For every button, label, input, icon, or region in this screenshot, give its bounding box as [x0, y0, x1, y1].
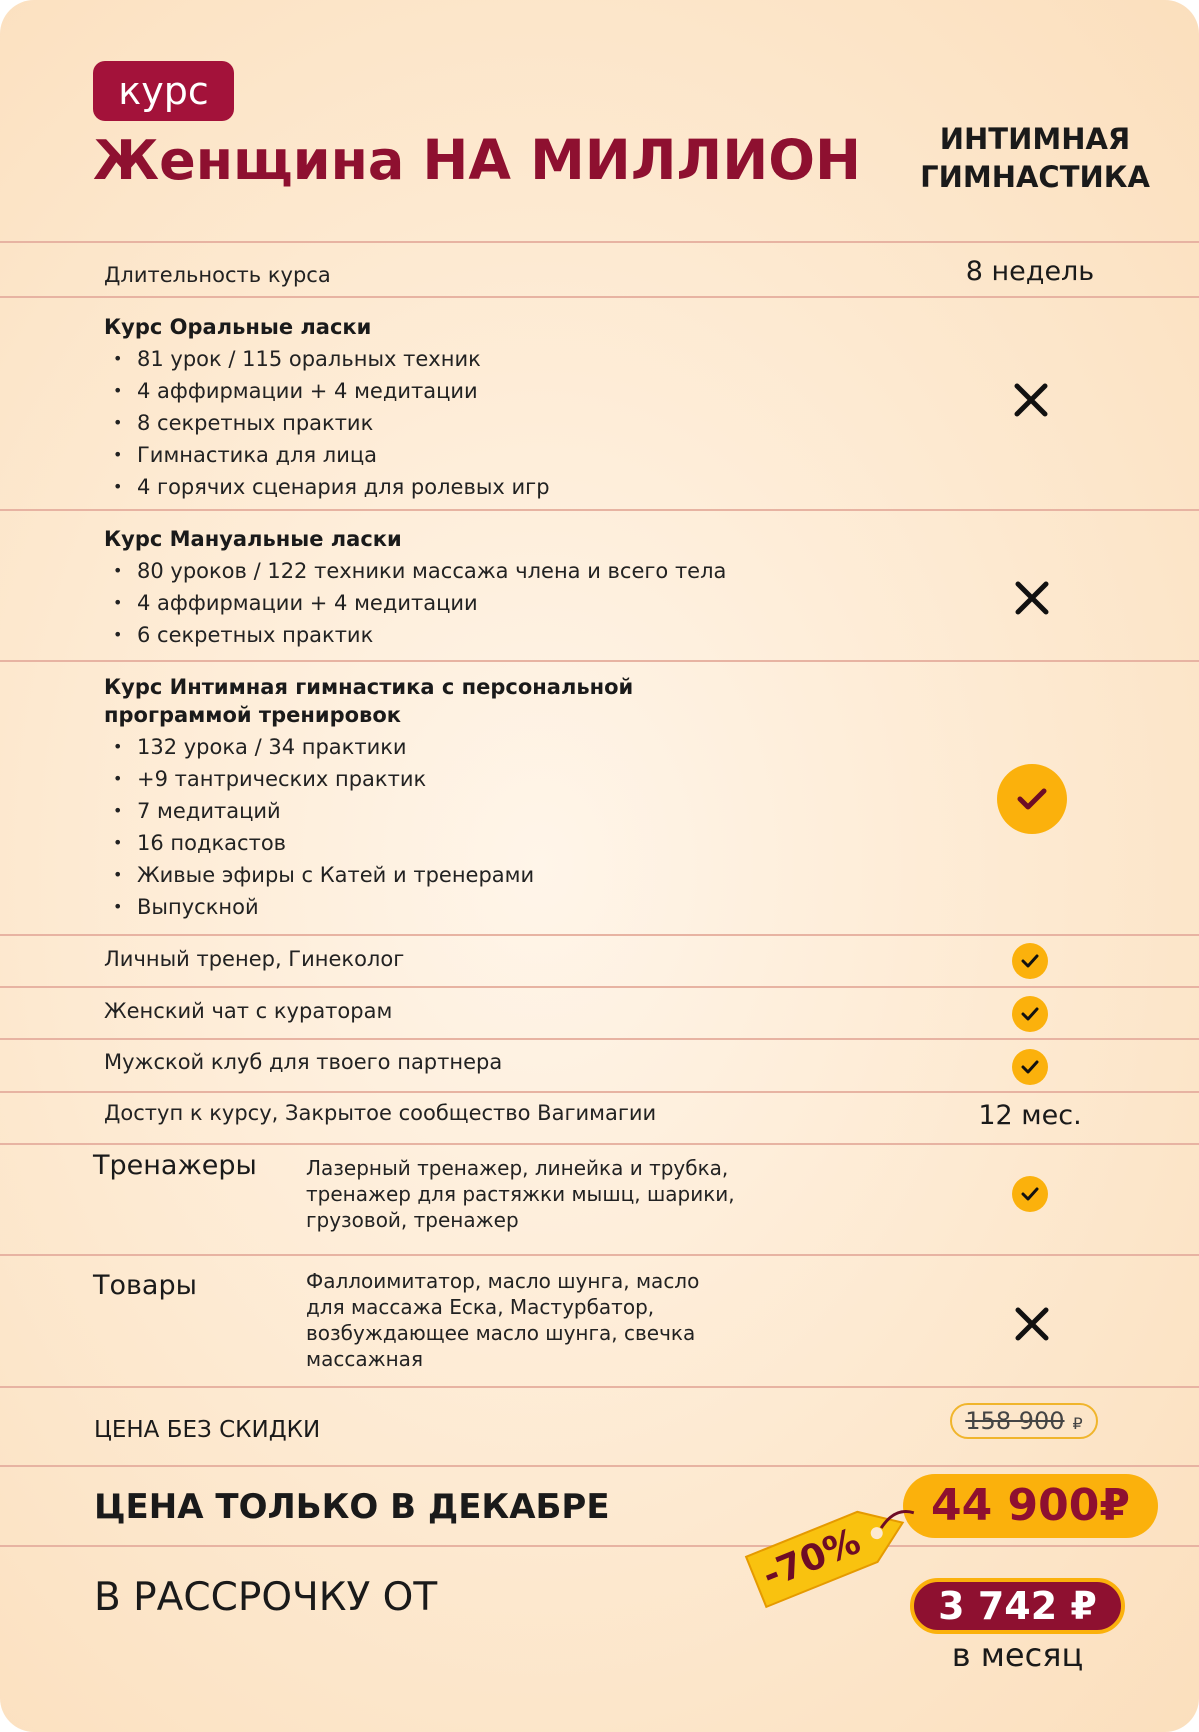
- plan-name-line-1: ИНТИМНАЯ: [939, 122, 1131, 156]
- oral-course-title: Курс Оральные ласки: [104, 315, 372, 339]
- check-icon: [1012, 1049, 1048, 1085]
- divider: [0, 1143, 1199, 1145]
- duration-value: 8 недель: [965, 256, 1095, 287]
- discount-tag: [740, 1485, 930, 1615]
- list-item: • 80 уроков / 122 техники массажа члена и всего тела: [113, 555, 726, 587]
- check-icon: [997, 764, 1067, 834]
- feature-label-chat: Женский чат с кураторам: [104, 999, 393, 1023]
- feature-label-trainer: Личный тренер, Гинеколог: [104, 947, 405, 971]
- divider: [0, 1091, 1199, 1093]
- currency-symbol: ₽: [1072, 1414, 1083, 1433]
- divider: [0, 986, 1199, 988]
- check-icon: [1012, 943, 1048, 979]
- title-part-2: НА МИЛЛИОН: [422, 128, 862, 192]
- list-item: • 4 аффирмации + 4 медитации: [113, 587, 726, 619]
- regular-price: [950, 1403, 1098, 1439]
- feature-label-club: Мужской клуб для твоего партнера: [104, 1050, 503, 1074]
- manual-course-list: [113, 555, 726, 651]
- gym-course-title-line-2: программой тренировок: [104, 703, 402, 727]
- trainers-description: Лазерный тренажер, линейка и трубка, тренажер для растяжки мышц, шарики, грузовой, тренажер: [306, 1156, 735, 1232]
- list-item: • 8 секретных практик: [113, 407, 550, 439]
- cross-icon: [1011, 380, 1051, 420]
- list-item: • Выпускной: [113, 891, 534, 923]
- cross-icon: [1012, 1304, 1052, 1344]
- title-part-1: Женщина: [93, 129, 405, 192]
- list-item: • Живые эфиры с Катей и тренерами: [113, 859, 534, 891]
- divider: [0, 241, 1199, 243]
- course-badge: курс: [93, 61, 234, 121]
- installment-period: в месяц: [951, 1636, 1084, 1674]
- divider: [0, 1038, 1199, 1040]
- divider: [0, 1254, 1199, 1256]
- list-item: • 7 медитаций: [113, 795, 534, 827]
- page-title: [93, 128, 861, 192]
- check-icon: [1012, 996, 1048, 1032]
- manual-course-title: Курс Мануальные ласки: [104, 527, 402, 551]
- cross-icon: [1012, 578, 1052, 618]
- goods-description: Фаллоимитатор, масло шунга, масло для массажа Еска, Мастурбатор, возбуждающее масло шунга, свечка массажная: [306, 1269, 700, 1371]
- plan-name: [905, 120, 1165, 196]
- divider: [0, 660, 1199, 662]
- access-value: 12 мес.: [978, 1100, 1082, 1131]
- gym-course-title-line-1: Курс Интимная гимнастика с персональной: [104, 675, 634, 699]
- goods-title: Товары: [93, 1270, 197, 1301]
- check-icon: [1012, 1176, 1048, 1212]
- regular-price-label: ЦЕНА БЕЗ СКИДКИ: [94, 1417, 321, 1443]
- regular-price-value: 158 900: [965, 1407, 1065, 1435]
- divider: [0, 934, 1199, 936]
- list-item: • +9 тантрических практик: [113, 763, 534, 795]
- discount-value: -70%: [757, 1520, 867, 1597]
- oral-course-list: [113, 343, 550, 503]
- list-item: • 16 подкастов: [113, 827, 534, 859]
- divider: [0, 1465, 1199, 1467]
- duration-label: Длительность курса: [104, 263, 331, 287]
- list-item: • Гимнастика для лица: [113, 439, 550, 471]
- list-item: • 4 горячих сценария для ролевых игр: [113, 471, 550, 503]
- access-label: Доступ к курсу, Закрытое сообщество Вагимагии: [104, 1101, 657, 1125]
- divider: [0, 1545, 1199, 1547]
- list-item: • 81 урок / 115 оральных техник: [113, 343, 550, 375]
- list-item: • 6 секретных практик: [113, 619, 726, 651]
- sale-price: 44 900₽: [903, 1474, 1158, 1538]
- sale-price-label: ЦЕНА ТОЛЬКО В ДЕКАБРЕ: [94, 1487, 610, 1527]
- list-item: • 132 урока / 34 практики: [113, 731, 534, 763]
- trainers-title: Тренажеры: [93, 1150, 257, 1181]
- installment-label: В РАССРОЧКУ ОТ: [94, 1575, 438, 1620]
- plan-name-line-2: ГИМНАСТИКА: [920, 160, 1150, 194]
- divider: [0, 296, 1199, 298]
- list-item: • 4 аффирмации + 4 медитации: [113, 375, 550, 407]
- installment-price: 3 742 ₽: [910, 1578, 1125, 1634]
- divider: [0, 509, 1199, 511]
- divider: [0, 1386, 1199, 1388]
- gym-course-list: [113, 731, 534, 923]
